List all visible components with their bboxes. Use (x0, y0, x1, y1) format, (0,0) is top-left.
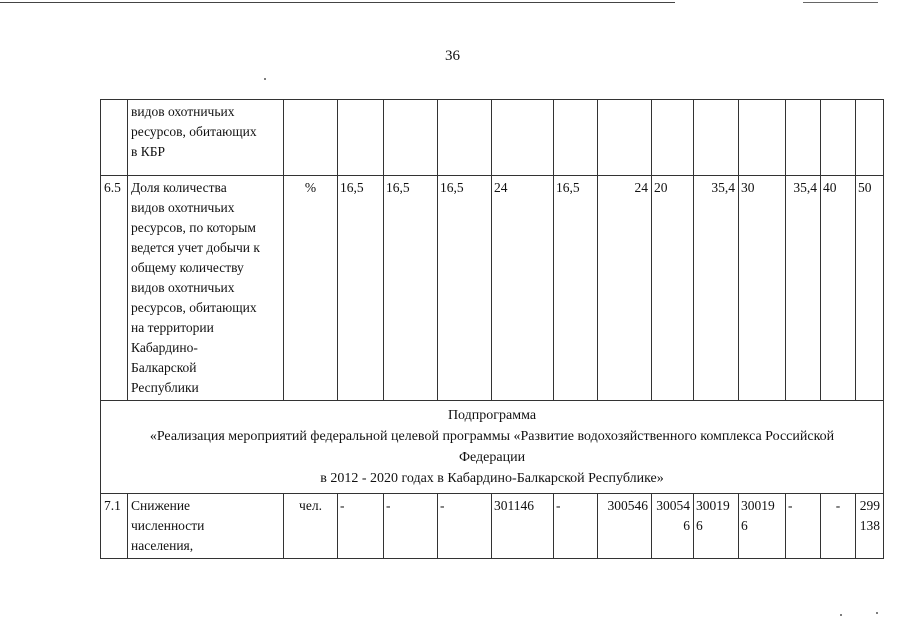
subprogram-line: Федерации (458, 450, 526, 465)
value-cell (786, 494, 821, 559)
subprogram-heading (101, 401, 884, 494)
value-cell (384, 100, 438, 176)
value-cell (821, 100, 856, 176)
row-number: 6.5 (101, 176, 128, 401)
value-cell: 30 (739, 176, 786, 401)
value-cell (554, 100, 598, 176)
value-cell (821, 494, 856, 559)
indicator-name-line: населения, (131, 538, 194, 553)
table-row (101, 494, 884, 559)
indicator-name-line: Республики (131, 380, 199, 395)
page-number: 36 (445, 48, 460, 64)
value-cell-line: 138 (859, 518, 880, 533)
value-cell-line: 30019 (741, 498, 775, 513)
indicator-name-line: общему количеству (131, 260, 244, 275)
value-cell: 20 (652, 176, 694, 401)
unit-cell: % (284, 176, 338, 401)
indicators-table (100, 99, 884, 559)
value-cell (739, 100, 786, 176)
subprogram-line: Подпрограмма (447, 408, 537, 423)
subprogram-line: «Реализация мероприятий федеральной целевой программы «Развитие водохозяйственного комплекса Российской (149, 429, 835, 444)
row-number: 7.1 (101, 494, 128, 559)
indicator-name-line: Доля количества (131, 180, 227, 195)
scan-speck (264, 78, 266, 80)
indicator-name (128, 100, 284, 176)
scan-speck (840, 614, 842, 616)
subprogram-line: в 2012 - 2020 годах в Кабардино-Балкарской Республике» (320, 471, 664, 486)
value-cell-line: - (386, 498, 391, 513)
value-cell: 16,5 (554, 176, 598, 401)
value-cell (338, 494, 384, 559)
value-cell (786, 100, 821, 176)
value-cell-line: 6 (696, 518, 703, 533)
value-cell (492, 100, 554, 176)
value-cell-line: - (788, 498, 793, 513)
value-cell (739, 494, 786, 559)
value-cell-line: 6 (683, 518, 690, 533)
value-cell-line: 6 (741, 518, 748, 533)
value-cell-line: 299 (859, 498, 880, 513)
value-cell-line: 301146 (494, 498, 534, 513)
value-cell-line: 30019 (696, 498, 730, 513)
indicator-name-line: ресурсов, по которым (131, 220, 256, 235)
value-cell (598, 100, 652, 176)
value-cell-line: - (556, 498, 561, 513)
indicator-name-line: Снижение (131, 498, 191, 513)
subprogram-row (101, 401, 884, 494)
value-cell-line: - (835, 498, 841, 513)
top-rule (0, 2, 675, 3)
value-cell: 40 (821, 176, 856, 401)
row-number (101, 100, 128, 176)
indicator-name-line: видов охотничьих (131, 280, 235, 295)
value-cell (652, 494, 694, 559)
value-cell-line: - (440, 498, 445, 513)
value-cell-line: - (340, 498, 345, 513)
unit-cell (284, 100, 338, 176)
indicator-name (128, 494, 284, 559)
value-cell (598, 494, 652, 559)
value-cell: 16,5 (438, 176, 492, 401)
indicator-name-line: на территории (131, 320, 214, 335)
value-cell: 50 (856, 176, 884, 401)
indicator-name-line: Балкарской (131, 360, 197, 375)
value-cell (438, 494, 492, 559)
value-cell (694, 494, 739, 559)
indicator-name-line: ресурсов, обитающих (131, 300, 257, 315)
value-cell: 35,4 (786, 176, 821, 401)
indicator-name-line: в КБР (131, 144, 166, 159)
value-cell: 24 (492, 176, 554, 401)
value-cell: 16,5 (338, 176, 384, 401)
value-cell: 24 (598, 176, 652, 401)
indicator-name-line: видов охотничьих (131, 104, 235, 119)
indicator-name-line: Кабардино- (131, 340, 198, 355)
indicator-name-line: видов охотничьих (131, 200, 235, 215)
value-cell (338, 100, 384, 176)
value-cell (554, 494, 598, 559)
scan-speck (876, 612, 878, 614)
value-cell (856, 100, 884, 176)
value-cell: 35,4 (694, 176, 739, 401)
value-cell (652, 100, 694, 176)
value-cell-line: 300546 (607, 498, 648, 513)
top-rule-right (803, 2, 878, 3)
indicator-name (128, 176, 284, 401)
indicator-name-line: ведется учет добычи к (131, 240, 260, 255)
value-cell (384, 494, 438, 559)
unit-cell: чел. (284, 494, 338, 559)
table-row (101, 176, 884, 401)
value-cell (438, 100, 492, 176)
indicator-name-line: ресурсов, обитающих (131, 124, 257, 139)
value-cell (694, 100, 739, 176)
value-cell (492, 494, 554, 559)
table-row (101, 100, 884, 176)
indicator-name-line: численности (131, 518, 205, 533)
value-cell (856, 494, 884, 559)
value-cell-line: 30054 (656, 498, 690, 513)
value-cell: 16,5 (384, 176, 438, 401)
